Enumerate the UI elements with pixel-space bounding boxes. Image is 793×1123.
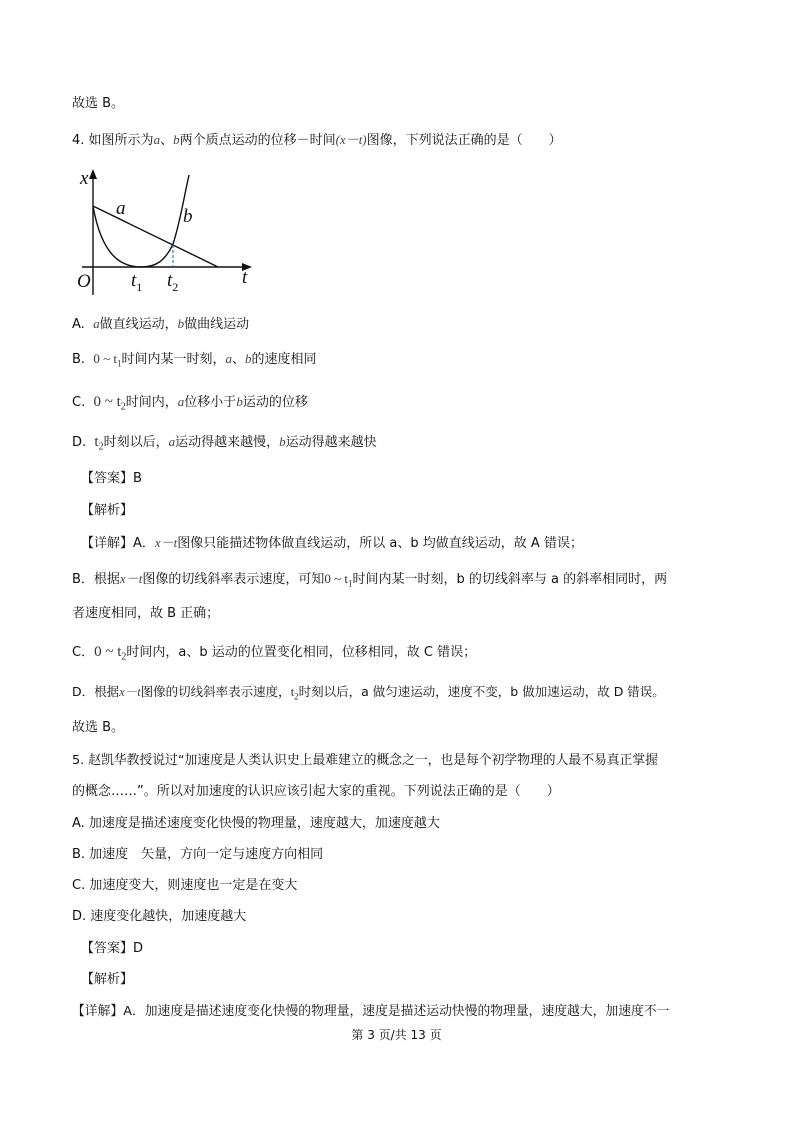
q4-number: 4. [72,133,85,148]
q4-detail-b-line1: B．根据x－t图像的切线斜率表示速度，可知0 ~ $t_1$时间内某一时刻，b 的切线斜率与 a 的斜率相同时，两 [72,571,668,589]
q4-option-c: C. 0 ~ $t_2$时间内，a位移小于b运动的位移 [72,394,308,413]
curve-b [93,175,189,267]
q4-conclusion: 故选 B。 [72,720,125,735]
q4-detail-c: C．0 ~ $t_2$时间内，a、b 运动的位置变化相同，位移相同，故 C 错误； [72,644,477,663]
q5-detail-a: 【详解】A．加速度是描述速度变化快慢的物理量，速度是描述运动快慢的物理量，速度越大，加速度不一 [72,1004,670,1019]
q4-answer: 【答案】B [81,471,142,486]
q4-detail-a: 【详解】A．x－t图像只能描述物体做直线运动，所以 a、b 均做直线运动，故 A 错误； [81,535,583,551]
y-axis-label: x [80,168,89,189]
q4-option-d: D. $t_2$时刻以后，a运动得越来越慢，b运动得越来越快 [72,434,377,453]
label-a: a [116,198,126,219]
q4-xt-graph [72,165,262,300]
q5-answer: 【答案】D [81,941,144,956]
q4-analysis-label: 【解析】 [81,503,134,518]
q5-option-d: D. 速度变化越快，加速度越大 [72,909,247,924]
y-axis-arrow [89,169,97,179]
q5-option-c: C. 加速度变大，则速度也一定是在变大 [72,878,298,893]
q5-option-a: A. 加速度是描述速度变化快慢的物理量，速度越大，加速度越大 [72,816,440,831]
q4-stem: 4. 如图所示为a、b两个质点运动的位移－时间(x－t)图像，下列说法正确的是（ ） [72,132,562,148]
label-b: b [183,206,193,227]
previous-conclusion: 故选 B。 [72,96,125,111]
q5-option-b: B. 加速度 矢量，方向一定与速度方向相同 [72,847,324,862]
q4-option-a: A. a做直线运动，b做曲线运动 [72,316,250,332]
tick-t1: $t_1$ [131,270,143,294]
q4-detail-d: D．根据x－t图像的切线斜率表示速度，$t_2$时刻以后，a 做匀速运动，速度不变，b 做加速运动，故 D 错误。 [72,684,665,702]
q5-stem-line2: 的概念……”。所以对加速度的认识应该引起大家的重视。下列说法正确的是（ ） [72,784,560,799]
q5-analysis-label: 【解析】 [81,972,134,987]
line-a [93,206,218,267]
q5-stem-line1: 5. 赵凯华教授说过“加速度是人类认识史上最难建立的概念之一，也是每个初学物理的人最不易真正掌握 [72,753,658,768]
q4-detail-b-line2: 者速度相同，故 B 正确； [72,606,220,621]
page-footer: 第 3 页/共 13 页 [351,1028,442,1042]
x-axis-label: t [242,267,248,288]
q4-option-b: B. 0 ~ $t_1$时间内某一时刻，a、b的速度相同 [72,351,317,369]
origin-label: O [77,271,91,292]
tick-t2: $t_2$ [167,270,179,294]
